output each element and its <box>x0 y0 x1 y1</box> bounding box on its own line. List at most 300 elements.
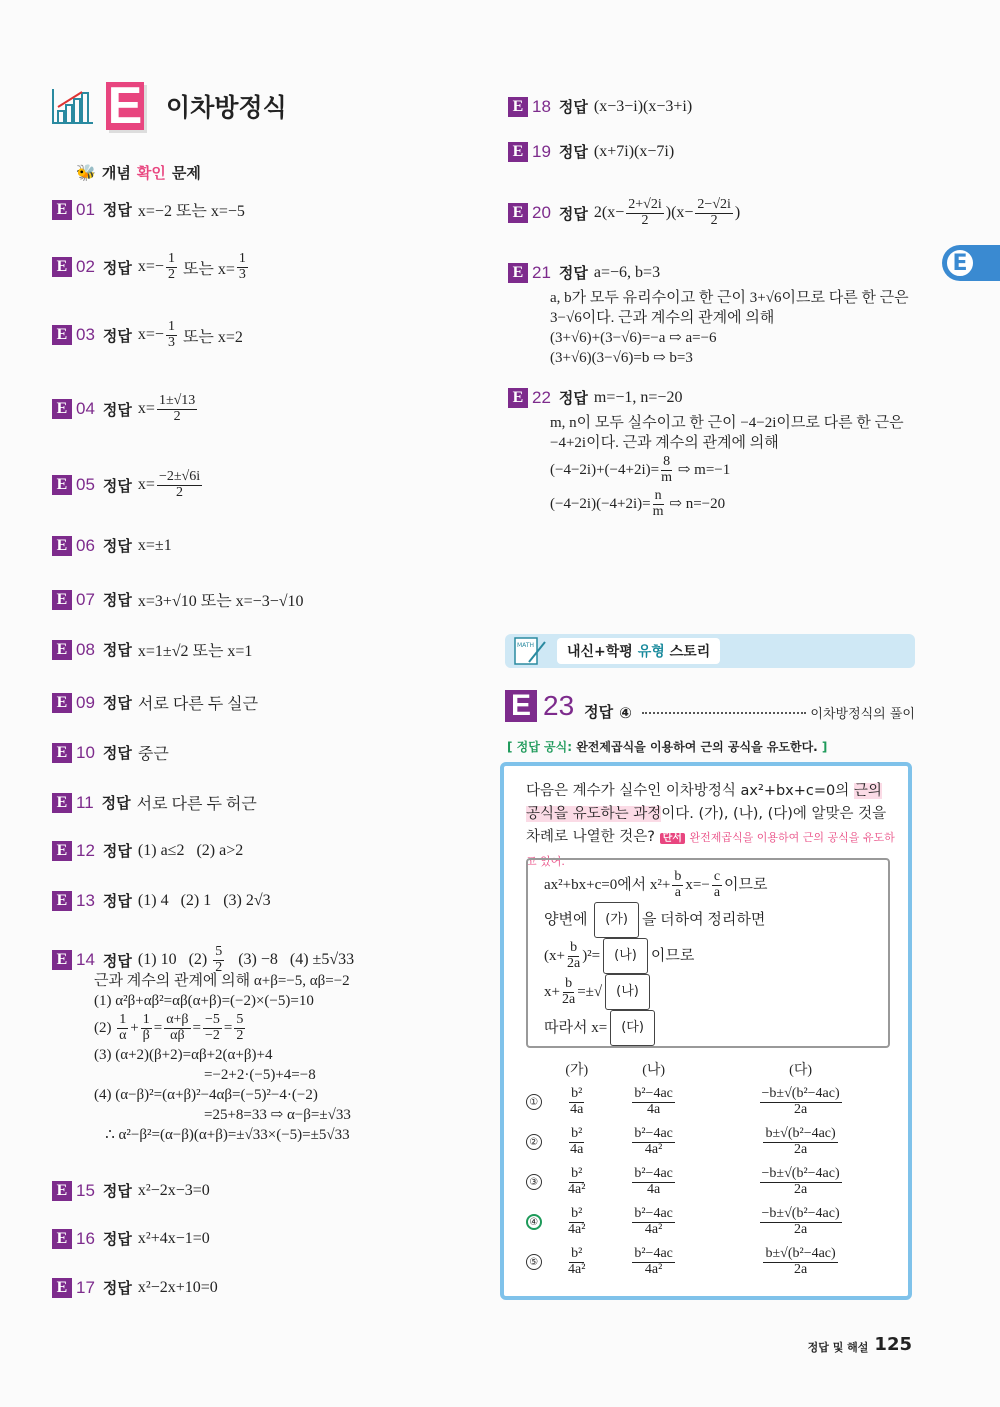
math-text: (1) 10 (2) <box>137 951 212 969</box>
numerator: b±√(b²−4ac) <box>765 1125 836 1141</box>
problem-badge: E <box>52 325 72 345</box>
answer-item <box>52 691 258 714</box>
answer-item <box>52 394 199 424</box>
math-text: ax²+bx+c=0에서 x²+ <box>544 877 671 893</box>
problem-number: 11 <box>76 792 94 812</box>
math-text: m, n이 모두 실수이고 한 근이 −4−2i이므로 다른 한 근은 <box>550 415 904 431</box>
math-text: (4) (α−β)²=(α+β)²−4αβ=(−5)²−4·(−2) <box>94 1087 318 1103</box>
math-text: x=− <box>137 326 164 344</box>
math-text: )²= <box>582 948 601 964</box>
denominator: 4a² <box>644 1261 663 1277</box>
numerator: 1 <box>119 1011 127 1027</box>
answer-blank: (가) <box>594 902 639 938</box>
problem-badge: E <box>52 1278 72 1298</box>
hint-text: 완전제곱식을 이용하여 근의 공식을 유도하고 있어. <box>526 831 895 868</box>
numerator: b² <box>571 1205 583 1221</box>
leader-dots <box>642 712 807 714</box>
problem-number: 08 <box>76 639 95 659</box>
answer-label: 정답 <box>102 643 132 659</box>
problem-number: 09 <box>76 692 95 712</box>
numerator: b <box>674 868 682 884</box>
fraction <box>653 489 664 519</box>
math-text: (1) 4 (2) 1 (3) 2√3 <box>137 891 271 909</box>
problem-number: 15 <box>76 1180 95 1200</box>
answer-item <box>52 1228 210 1249</box>
answer-label: 정답 <box>558 145 588 161</box>
problem-badge: E <box>52 950 72 970</box>
fraction <box>117 1013 128 1043</box>
denominator: 2a <box>561 991 576 1007</box>
problem-number: 19 <box>532 141 551 161</box>
explanation-line <box>94 1125 351 1145</box>
math-text: ∴ α²−β²=(α−β)(α+β)=±√33×(−5)=±5√33 <box>94 1127 350 1143</box>
math-text: a=−6, b=3 <box>593 263 661 281</box>
math-text: (1) a≤2 (2) a>2 <box>137 841 244 859</box>
answer-item <box>508 262 660 283</box>
answer-label: 정답 <box>102 328 132 345</box>
answer-blank: (나) <box>605 974 650 1010</box>
math-text: (1) α²β+αβ²=αβ(α+β)=(−2)×(−5)=10 <box>94 993 314 1009</box>
problem-number: 05 <box>76 475 95 495</box>
choice-row[interactable] <box>516 1162 896 1202</box>
derivation-step <box>544 902 872 938</box>
answer-label: 정답 <box>102 953 132 970</box>
answer-label: 정답 <box>558 206 588 223</box>
choice-row[interactable] <box>516 1082 896 1122</box>
denominator: 2a <box>566 955 581 971</box>
fraction <box>632 1087 675 1117</box>
footer-label: 정답 및 해설 <box>807 1341 869 1354</box>
problem-number: 12 <box>76 840 95 860</box>
problem-number: 07 <box>76 589 95 609</box>
math-text: )(x− <box>665 204 694 222</box>
answer-label: 정답 <box>102 1281 132 1297</box>
numerator: b <box>570 939 578 955</box>
denominator: β <box>142 1027 150 1043</box>
problem-number: 14 <box>76 950 95 970</box>
chapter-title: 이차방정식 <box>166 93 287 122</box>
math-text: (3) −8 (4) ±5√33 <box>226 951 355 969</box>
denominator: 4a <box>647 1181 661 1197</box>
math-text: x+ <box>544 984 560 1000</box>
answer-item <box>52 890 271 911</box>
chapter-header <box>52 77 287 135</box>
math-text: = <box>192 1020 202 1036</box>
page-number: 125 <box>874 1334 912 1355</box>
problem-badge: E <box>52 793 72 813</box>
answer-label: 정답 <box>102 260 132 277</box>
explanation <box>550 413 904 521</box>
math-notebook-icon <box>513 636 547 666</box>
denominator: m <box>652 503 664 519</box>
math-text: m=−1, n=−20 <box>593 388 683 406</box>
math-text: x=1±√2 또는 x=1 <box>137 643 253 660</box>
math-text: 3−√6이다. 근과 계수의 관계에 의해 <box>550 310 775 326</box>
numerator: b² <box>571 1085 583 1101</box>
numerator: b²−4ac <box>634 1085 673 1101</box>
problem-number: 17 <box>76 1277 95 1297</box>
fraction <box>763 1247 837 1277</box>
explanation-line <box>550 348 909 368</box>
problem-number: 10 <box>76 742 95 762</box>
denominator: 4a <box>570 1141 584 1157</box>
math-text: 서로 다른 두 실근 <box>137 696 259 713</box>
answer-item <box>52 320 243 350</box>
fraction <box>760 1207 842 1237</box>
explanation-line <box>94 991 351 1011</box>
heading-word-highlight: 확인 <box>136 164 166 182</box>
denominator: 2a <box>793 1221 808 1237</box>
answer-label: 정답 <box>102 844 132 860</box>
problem-badge: E <box>52 536 72 556</box>
answer-value: ④ <box>619 704 632 722</box>
concept-section-heading <box>76 162 201 183</box>
derivation-step <box>544 938 872 974</box>
fraction <box>234 1013 245 1043</box>
numerator: −2±√6i <box>158 469 201 484</box>
math-text: (x+7i)(x−7i) <box>593 142 675 160</box>
math-text: 또는 x=2 <box>178 328 243 346</box>
denominator: α <box>119 1027 127 1043</box>
answer-item <box>52 535 172 556</box>
numerator: 5 <box>236 1011 244 1027</box>
answer-item <box>52 1180 210 1201</box>
problem-number: 02 <box>76 257 95 277</box>
fraction <box>562 977 575 1007</box>
page-footer <box>808 1334 912 1355</box>
bee-icon: 🐝 <box>76 163 96 182</box>
math-text: (−4−2i)(−4+2i)= <box>550 496 651 512</box>
answer-label: 정답 <box>102 593 132 609</box>
explanation <box>94 971 351 1145</box>
problem-number: 22 <box>532 387 551 407</box>
problem-number: 13 <box>76 890 95 910</box>
denominator: −2 <box>205 1027 220 1043</box>
answer-label: 정답 <box>102 696 132 712</box>
explanation-line <box>550 453 904 487</box>
answer-item <box>508 198 740 228</box>
answer-item <box>52 252 250 282</box>
math-text: x= <box>137 476 155 494</box>
answer-item <box>52 588 304 611</box>
answer-item <box>52 840 243 861</box>
derivation-step <box>544 974 872 1010</box>
problem-badge: E <box>52 1229 72 1249</box>
math-text: x²−2x+10=0 <box>137 1278 218 1296</box>
fraction <box>166 252 177 282</box>
numerator: −b±√(b²−4ac) <box>761 1085 840 1101</box>
numerator: b²−4ac <box>634 1205 673 1221</box>
numerator: b² <box>571 1125 583 1141</box>
chapter-side-tab[interactable] <box>942 245 1000 281</box>
heading-word: 문제 <box>171 164 201 182</box>
math-text: x= <box>137 400 155 418</box>
problem-number: 06 <box>76 535 95 555</box>
answer-label: 정답 <box>101 796 131 812</box>
denominator: 2 <box>215 959 223 975</box>
hint-tag: 단서 <box>660 833 685 844</box>
answer-label: 정답 <box>102 402 132 419</box>
fraction <box>763 1127 837 1157</box>
problem-badge: E <box>508 142 528 162</box>
choices-table <box>516 1056 896 1282</box>
answer-label: 정답 <box>102 1232 132 1248</box>
explanation-line <box>550 487 904 521</box>
math-text: x=− <box>685 877 710 893</box>
answer-blank: (나) <box>603 938 648 974</box>
fraction <box>237 252 248 282</box>
math-text: 이므로 <box>724 877 768 893</box>
denominator: 4a² <box>568 1181 586 1197</box>
story-banner <box>505 634 915 668</box>
fraction <box>569 1127 584 1157</box>
explanation-line <box>94 1065 351 1085</box>
denominator: 2a <box>793 1141 808 1157</box>
fraction <box>672 870 683 900</box>
numerator: b±√(b²−4ac) <box>765 1245 836 1261</box>
math-text: 서로 다른 두 허근 <box>136 796 257 813</box>
answer-item <box>52 638 252 661</box>
numerator: 1 <box>142 1011 150 1027</box>
problem-number: 20 <box>532 203 551 223</box>
fraction <box>760 1087 842 1117</box>
math-text: 2(x− <box>593 204 625 222</box>
choice-marker[interactable]: ④ <box>526 1214 542 1230</box>
answer-label: 정답 <box>102 1184 132 1200</box>
answer-label: 정답 <box>558 266 588 282</box>
problem-badge: E <box>52 693 72 713</box>
choice-row[interactable] <box>516 1122 896 1162</box>
fraction <box>203 1013 222 1043</box>
explanation-line <box>94 971 351 991</box>
fraction <box>568 1207 585 1237</box>
numerator: b²−4ac <box>634 1245 673 1261</box>
explanation-line <box>550 288 909 308</box>
problem-number: 04 <box>76 399 95 419</box>
math-text: 이므로 <box>650 948 695 964</box>
denominator: a <box>713 884 721 900</box>
math-text: x=±1 <box>137 536 172 554</box>
math-text: =±√ <box>577 984 603 1000</box>
math-text: x²+4x−1=0 <box>137 1229 210 1247</box>
math-text: x=3+√10 또는 x=−3−√10 <box>137 593 304 610</box>
math-text: (−4−2i)+(−4+2i)= <box>550 462 660 478</box>
numerator: b²−4ac <box>634 1125 673 1141</box>
problem-badge: E <box>508 97 528 117</box>
math-text: (3) (α+2)(β+2)=αβ+2(α+β)+4 <box>94 1047 273 1063</box>
derivation-step <box>544 868 872 902</box>
chapter-letter: E <box>107 77 143 135</box>
denominator: m <box>661 469 673 485</box>
fraction <box>164 1013 190 1043</box>
problem-badge: E <box>52 640 72 660</box>
fraction <box>568 1247 585 1277</box>
math-text: ) <box>734 204 741 222</box>
math-text: x=−2 또는 x=−5 <box>137 203 245 220</box>
math-text: ⇨ n=−20 <box>665 496 726 512</box>
fraction <box>569 1087 584 1117</box>
question-text: 다음은 계수가 실수인 이차방정식 ax²+bx+c=0의 근의 공식을 유도하는 과정이다. (가), (나), (다)에 알맞은 것을 차례로 나열한 것은? 단서 완전제곱식을 이용하여 근의 공식을 유도하고 있어. <box>526 783 895 868</box>
fraction <box>695 198 732 228</box>
denominator: 2 <box>176 484 184 500</box>
explanation-line <box>550 433 904 453</box>
numerator: b² <box>571 1165 583 1181</box>
choice-marker[interactable]: ⑤ <box>526 1254 542 1270</box>
explanation-line <box>550 328 909 348</box>
answer-item <box>52 791 257 814</box>
answer-item <box>52 198 245 221</box>
problem-badge: E <box>508 203 528 223</box>
fraction <box>632 1127 675 1157</box>
problem-number: 21 <box>532 262 551 282</box>
column-header: (다) <box>789 1063 813 1078</box>
numerator: 1±√13 <box>158 393 196 408</box>
fraction <box>157 394 197 424</box>
heading-word: 개념 <box>101 164 131 182</box>
numerator: b <box>565 975 573 991</box>
problem-badge: E <box>52 891 72 911</box>
numerator: b² <box>571 1245 583 1261</box>
numerator: −b±√(b²−4ac) <box>761 1205 840 1221</box>
denominator: αβ <box>170 1027 185 1043</box>
problem-badge: E <box>52 200 72 220</box>
numerator: c <box>713 868 721 884</box>
problem-badge: E <box>508 388 528 408</box>
denominator: 3 <box>238 266 246 282</box>
choice-marker[interactable]: ③ <box>526 1174 542 1190</box>
explanation <box>550 288 909 368</box>
problem-badge: E <box>52 399 72 419</box>
answer-item <box>508 141 674 162</box>
denominator: 4a² <box>644 1221 663 1237</box>
fraction <box>632 1207 675 1237</box>
answer-item <box>508 96 692 117</box>
answer-label: 정답 <box>102 746 132 762</box>
fraction <box>568 1167 585 1197</box>
math-text: ⇨ m=−1 <box>674 462 731 478</box>
denominator: 2a <box>793 1181 808 1197</box>
answer-label: 정답 <box>102 203 132 219</box>
answer-label: 정답 <box>102 539 132 555</box>
answer-label: 정답 <box>558 391 588 407</box>
problem-badge: E <box>52 475 72 495</box>
denominator: 2 <box>710 212 718 228</box>
math-text: 따라서 x= <box>544 1020 608 1036</box>
explanation-line <box>550 308 909 328</box>
problem-badge: E <box>52 1181 72 1201</box>
numerator: 1 <box>238 251 246 266</box>
column-header: (나) <box>642 1063 666 1078</box>
problem-23-header <box>505 690 915 722</box>
numerator: −b±√(b²−4ac) <box>761 1165 840 1181</box>
math-text: =−2+2·(−5)+4=−8 <box>204 1067 316 1083</box>
math-text: (x+ <box>544 948 565 964</box>
denominator: 4a <box>570 1101 584 1117</box>
math-text: = <box>153 1020 163 1036</box>
denominator: 2 <box>173 408 181 424</box>
denominator: 4a² <box>644 1141 663 1157</box>
fraction <box>157 470 202 500</box>
numerator: −5 <box>205 1011 220 1027</box>
choice-row[interactable] <box>516 1202 896 1242</box>
numerator: 8 <box>663 453 671 469</box>
problem-number: 23 <box>543 690 575 721</box>
denominator: 2 <box>236 1027 244 1043</box>
numerator: 2+√2i <box>628 197 662 212</box>
problem-number: 03 <box>76 325 95 345</box>
denominator: 4a² <box>568 1221 586 1237</box>
answer-item <box>52 1277 218 1298</box>
math-text: x²−2x−3=0 <box>137 1181 210 1199</box>
math-text: a, b가 모두 유리수이고 한 근이 3+√6이므로 다른 한 근은 <box>550 290 909 306</box>
story-title: 내신+학평 유형 스토리 <box>557 638 720 664</box>
denominator: 4a <box>647 1101 661 1117</box>
denominator: 2a <box>793 1101 808 1117</box>
fraction <box>632 1247 675 1277</box>
answer-item <box>52 470 204 500</box>
choice-marker[interactable]: ① <box>526 1094 542 1110</box>
explanation-line <box>94 1085 351 1105</box>
answer-label: 정답 <box>558 100 588 116</box>
fraction <box>661 455 672 485</box>
fraction <box>141 1013 152 1043</box>
fraction <box>760 1167 842 1197</box>
column-header: (가) <box>565 1063 589 1078</box>
answer-label: 정답 <box>102 894 132 910</box>
numerator: α+β <box>166 1011 189 1027</box>
math-text: = <box>223 1020 233 1036</box>
problem-badge: E <box>52 257 72 277</box>
answer-formula: [ 정답 공식: 완전제곱식을 이용하여 근의 공식을 유도한다. ] <box>507 740 828 754</box>
math-text: =25+8=33 ⇨ α−β=±√33 <box>204 1107 351 1123</box>
math-text: (3+√6)+(3−√6)=−a ⇨ a=−6 <box>550 330 717 346</box>
svg-text:MATH: MATH <box>517 642 534 649</box>
problem-badge: E <box>508 263 528 283</box>
problem-number: 16 <box>76 1228 95 1248</box>
answer-item <box>508 387 682 408</box>
answer-label: 정답 <box>584 703 614 721</box>
fraction <box>712 870 722 900</box>
choice-row[interactable] <box>516 1242 896 1282</box>
denominator: 3 <box>167 334 175 350</box>
denominator: 2a <box>793 1261 808 1277</box>
problem-topic: 이차방정식의 풀이 <box>810 707 915 722</box>
answer-blank: (다) <box>610 1010 655 1046</box>
numerator: 5 <box>215 944 223 959</box>
math-text: (x−3−i)(x−3+i) <box>593 97 693 115</box>
math-text: (3+√6)(3−√6)=b ⇨ b=3 <box>550 350 693 366</box>
choice-marker[interactable]: ② <box>526 1134 542 1150</box>
math-text: 을 더하여 정리하면 <box>641 912 766 928</box>
derivation-box <box>526 858 890 1048</box>
math-text: (2) <box>94 1020 116 1036</box>
denominator: 2 <box>167 266 175 282</box>
fraction <box>166 320 177 350</box>
problem-badge: E <box>52 841 72 861</box>
explanation-line <box>94 1105 351 1125</box>
side-tab-letter: E <box>944 247 976 279</box>
denominator: 4a² <box>568 1261 586 1277</box>
math-text: x=− <box>137 258 164 276</box>
explanation-line <box>94 1011 351 1045</box>
numerator: n <box>654 487 662 503</box>
explanation-line <box>94 1045 351 1065</box>
derivation-step <box>544 1010 872 1046</box>
math-text: 또는 x= <box>178 260 235 278</box>
numerator: 1 <box>167 251 175 266</box>
answer-item <box>52 741 169 764</box>
numerator: 1 <box>167 319 175 334</box>
